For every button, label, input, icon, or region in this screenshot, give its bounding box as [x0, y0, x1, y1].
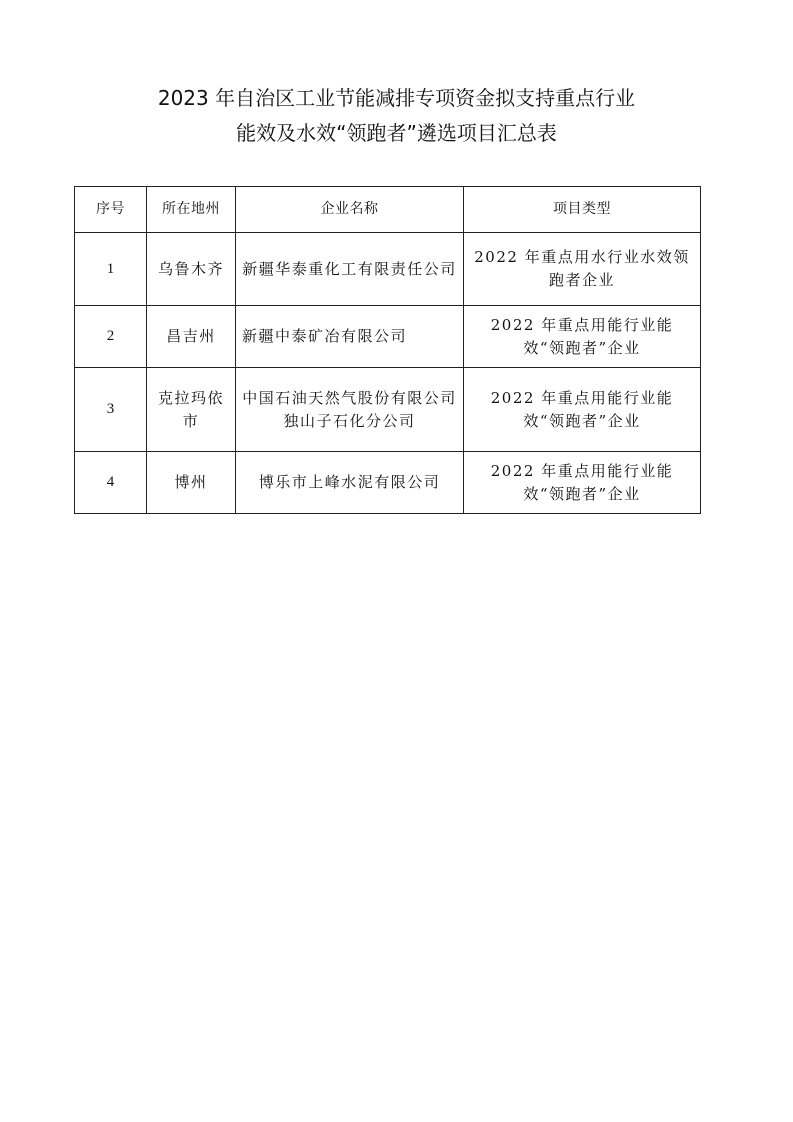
row-index: 2	[75, 306, 147, 368]
document-title-line-2: 能效及水效“领跑者”遴选项目汇总表	[236, 121, 557, 145]
row-project-type: 2022 年重点用能行业能效“领跑者”企业	[464, 368, 701, 452]
document-title-line-1: 2023 年自治区工业节能减排专项资金拟支持重点行业	[157, 86, 636, 110]
row-region: 乌鲁木齐	[147, 233, 236, 306]
row-region: 昌吉州	[147, 306, 236, 368]
table-row	[75, 452, 701, 514]
table-row	[75, 368, 701, 452]
row-index: 1	[75, 233, 147, 306]
table-row	[75, 306, 701, 368]
table-header-row	[75, 187, 701, 233]
row-company: 博乐市上峰水泥有限公司	[236, 452, 464, 514]
row-project-type: 2022 年重点用能行业能效“领跑者”企业	[464, 452, 701, 514]
header-company: 企业名称	[236, 187, 464, 233]
row-region: 克拉玛依市	[147, 368, 236, 452]
table-row	[75, 233, 701, 306]
row-region: 博州	[147, 452, 236, 514]
project-summary-table	[74, 186, 701, 514]
row-index: 3	[75, 368, 147, 452]
header-project-type: 项目类型	[464, 187, 701, 233]
row-index: 4	[75, 452, 147, 514]
row-company: 新疆中泰矿冶有限公司	[236, 306, 464, 368]
row-project-type: 2022 年重点用能行业能效“领跑者”企业	[464, 306, 701, 368]
header-region: 所在地州	[147, 187, 236, 233]
row-project-type: 2022 年重点用水行业水效领跑者企业	[464, 233, 701, 306]
row-company: 新疆华泰重化工有限责任公司	[236, 233, 464, 306]
header-index: 序号	[75, 187, 147, 233]
row-company: 中国石油天然气股份有限公司独山子石化分公司	[236, 368, 464, 452]
